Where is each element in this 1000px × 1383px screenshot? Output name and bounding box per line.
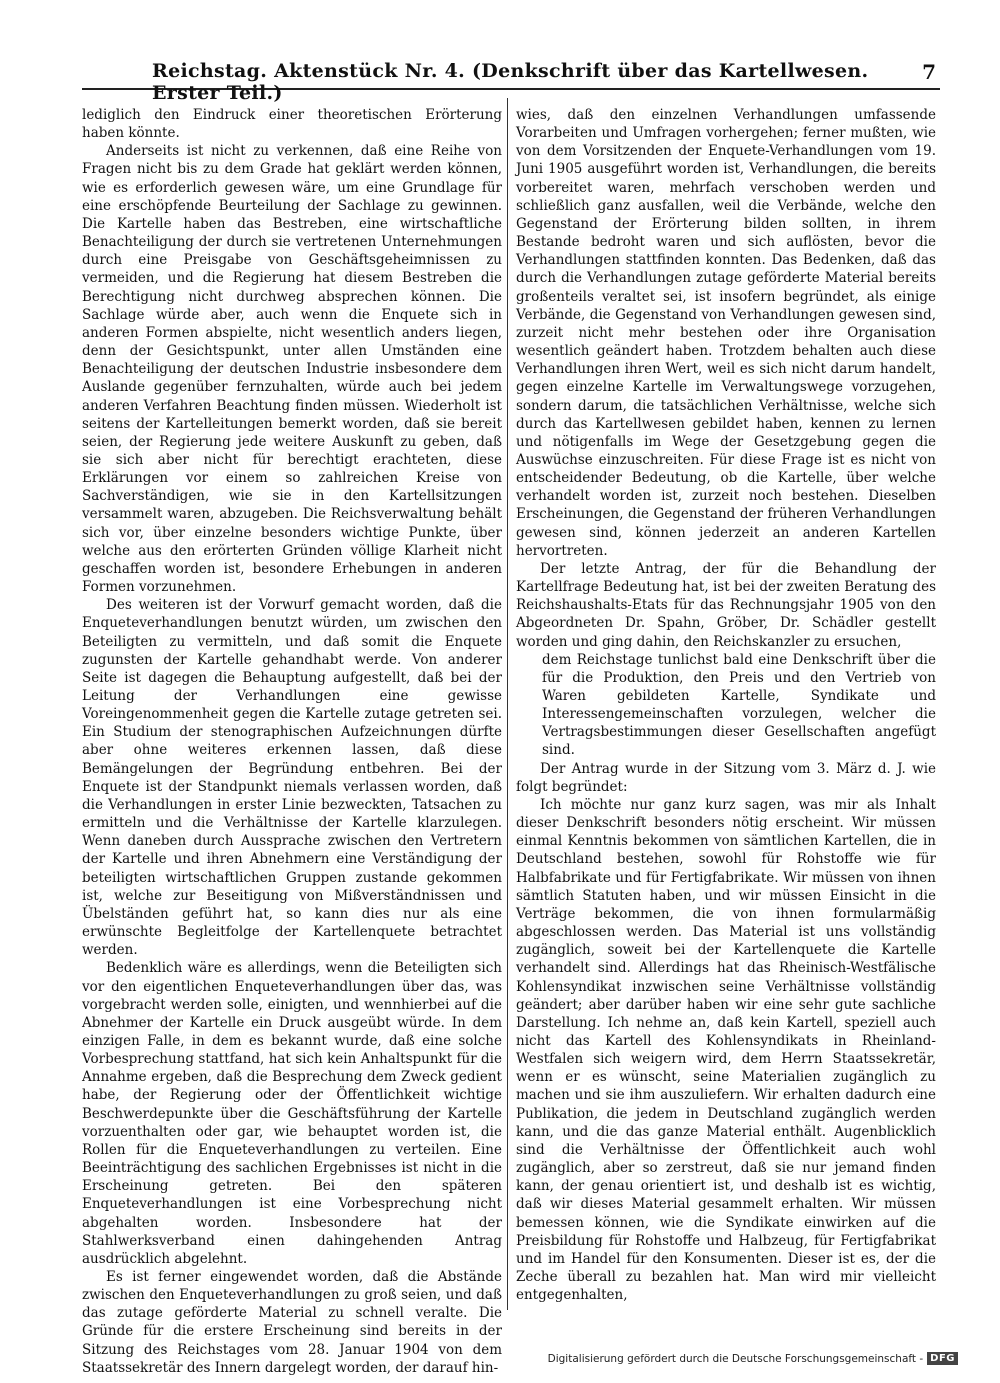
paragraph: lediglich den Eindruck einer theoretischen Erörterung haben könnte. — [82, 107, 502, 142]
dfg-logo: DFG — [927, 1352, 958, 1365]
column-divider — [507, 98, 508, 1310]
footer-text: Digitalisierung gefördert durch die Deutsche Forschungsgemeinschaft - — [547, 1352, 924, 1365]
page-number: 7 — [922, 60, 936, 84]
paragraph: wies, daß den einzelnen Verhandlungen umfassende Vorarbeiten und Umfragen vorhergehen; ferner mußten, wie von dem Vorsitzenden der Enquete-Verhandlungen vom 19. Juni 1905 ausgeführt worden ist, Verhandlungen, die bereits vorbereitet waren, mehrfach verschoben werden und schließlich ganz ausfallen, weil die Verbände, welche den Gegenstand der Erörterung bilden sollten, in ihrem Bestande bedroht waren und sich auflösten, bevor die Verhandlungen stattfinden konnten. Das Bedenken, daß das durch die Verhandlungen zutage geförderte Material bereits großenteils veraltet sei, ist insofern begründet, als einige Verbände, die Gegenstand von Verhandlungen gewesen sind, zurzeit nicht mehr bestehen oder ihre Organisation wesentlich geändert haben. Trotzdem behalten auch diese Verhandlungen ihren Wert, weil es sich nicht darum handelt, gegen einzelne Kartelle im Verwaltungswege vorzugehen, sondern darum, die tatsächlichen Verhältnisse, welche sich durch das Kartellwesen gebildet haben, kennen zu lernen und nötigenfalls im Wege der Gesetzgebung gegen die Auswüchse einzuschreiten. Für diese Frage ist es nicht von entscheidender Bedeutung, ob die Kartelle, über welche verhandelt worden ist, zurzeit noch bestehen. Dieselben Erscheinungen, die Gegenstand der früheren Verhandlungen gewesen sind, können jederzeit an anderen Kartellen hervortreten. — [516, 107, 936, 559]
quoted-motion: dem Reichstage tunlichst bald eine Denkschrift über die für die Produktion, den Preis und den Vertrieb von Waren gebildeten Kartelle, Syndikate und Interessengemeinschaften vorzulegen, welcher die Vertragsbestimmungen dieser Gesellschaften angefügt sind. — [542, 651, 936, 759]
paragraph: Der Antrag wurde in der Sitzung vom 3. März d. J. wie folgt begründet: — [516, 760, 936, 795]
digitization-footer — [548, 1352, 958, 1365]
running-header — [82, 58, 940, 104]
paragraph: Anderseits ist nicht zu verkennen, daß eine Reihe von Fragen nicht bis zu dem Grade hat geklärt werden können, wie es erforderlich gewesen wäre, um eine Grundlage für eine erschöpfende Beurteilung der Sachlage zu gewinnen. Die Kartelle haben das Bestreben, eine wirtschaftliche Benachteiligung der durch sie vertretenen Unternehmungen durch eine Preisgabe von Geschäftsgeheimnissen zu vermeiden, und die Regierung hat diesem Bestreben die Berechtigung nicht durchweg absprechen können. Die Sachlage würde aber, auch wenn die Enquete sich in anderen Formen abspielte, nicht wesentlich anders liegen, denn der Gesichtspunkt, unter allen Umständen eine Benachteiligung der deutschen Industrie insbesondere dem Auslande gegenüber fernzuhalten, würde auch bei jedem anderen Verfahren Beachtung finden müssen. Wiederholt ist seitens der Kartelleitungen bemerkt worden, daß sie bereit seien, der Regierung jede weitere Auskunft zu geben, daß sie sich aber nicht für berechtigt erachteten, diese Erklärungen vor einem so zahlreichen Kreise von Sachverständigen, wie sie in den Kartellsitzungen versammelt waren, abzugeben. Die Reichsverwaltung behält sich vor, über einzelne besonders wichtige Punkte, über welche aus den erörterten Gründen völlige Klarheit nicht geschaffen worden ist, besondere Erhebungen in anderen Formen vorzunehmen. — [82, 143, 502, 596]
right-column — [516, 106, 936, 1304]
left-column — [82, 106, 502, 1377]
paragraph: Es ist ferner eingewendet worden, daß die Abstände zwischen den Enqueteverhandlungen zu groß seien, und daß das zutage geförderte Material zu schnell veralte. Die Gründe für die erstere Erscheinung sind bereits in der Sitzung des Reichstages vom 28. Januar 1904 von dem Staatssekretär des Innern dargelegt worden, der darauf hin- — [82, 1269, 502, 1376]
speech-quote: Ich möchte nur ganz kurz sagen, was mir als Inhalt dieser Denkschrift besonders nötig erscheint. Wir müssen einmal Kenntnis bekommen von sämtlichen Kartellen, die in Deutschland bestehen, sowohl für Rohstoffe wie für Halbfabrikate und für Fertigfabrikate. Wir müssen von ihnen sämtlich Statuten haben, und wir müssen Einsicht in die Verträge bekommen, die von ihnen formularmäßig abgeschlossen werden. Das Material ist uns vollständig zugänglich, soweit bei der Kartellenquete die Kartelle verhandelt sind. Allerdings hat das Rheinisch-Westfälische Kohlensyndikat inzwischen seine Verhältnisse vollständig geändert; aber darüber haben wir eine sehr gute sachliche Darstellung. Ich nehme an, daß kein Kartell, speziell auch nicht das Kartell des Kohlensyndikats in Rheinland-Westfalen sich weigern wird, dem Herrn Staatssekretär, wenn er es wünscht, seine Materialien zugänglich zu machen und sie ihm auszuliefern. Wir erhalten dadurch eine Publikation, die jedem in Deutschland zugänglich werden kann, und die das ganze Material enthält. Augenblicklich sind die Verhältnisse der Öffentlichkeit auch wohl zugänglich, aber so zerstreut, daß sie nur jemand finden kann, der genau orientiert ist, und deshalb ist es wichtig, daß wir dieses Material gesammelt erhalten. Wir müssen bemessen können, wie die Syndikate einwirken auf die Preisbildung für Rohstoffe und Halbzeug, für Fertigfabrikat und im Handel für den Konsumenten. Dieser ist es, der die Zeche überall zu bezahlen hat. Man wird mir vielleicht entgegenhalten, — [516, 796, 936, 1304]
paragraph: Bedenklich wäre es allerdings, wenn die Beteiligten sich vor den eigentlichen Enqueteverhandlungen über das, was vorgebracht werden solle, einigten, und wennhierbei auf die Abnehmer der Kartelle ein Druck ausgeübt würde. In dem einzigen Falle, in dem es bekannt wurde, daß eine solche Vorbesprechung stattfand, hat sich kein Anhaltspunkt für die Annahme ergeben, daß die Besprechung dem Zweck gedient habe, der Regierung oder der Öffentlichkeit wichtige Beschwerdepunkte über die Geschäftsführung der Kartelle vorzuenthalten oder gar, wie behauptet worden ist, die Rollen für die Enqueteverhandlungen zu verteilen. Eine Beeinträchtigung des sachlichen Ergebnisses ist nicht in die Erscheinung getreten. Bei den späteren Enqueteverhandlungen ist eine Vorbesprechung nicht abgehalten worden. Insbesondere hat der Stahlwerksverband einen dahingehenden Antrag ausdrücklich abgelehnt. — [82, 960, 502, 1267]
paragraph: Der letzte Antrag, der für die Behandlung der Kartellfrage Bedeutung hat, ist bei der zweiten Beratung des Reichshaushalts-Etats für das Rechnungsjahr 1905 von den Abgeordneten Dr. Spahn, Gröber, Dr. Schädler gestellt worden und ging dahin, den Reichskanzler zu ersuchen, — [516, 560, 936, 650]
paragraph: Des weiteren ist der Vorwurf gemacht worden, daß die Enqueteverhandlungen benutzt würden, um zwischen den Beteiligten zu vermitteln, und daß somit die Enquete zugunsten der Kartelle gehandhabt werde. Von anderer Seite ist dagegen die Behauptung aufgestellt, daß bei der Leitung der Verhandlungen eine gewisse Voreingenommenheit gegen die Kartelle zutage getreten sei. Ein Studium der stenographischen Aufzeichnungen dürfte aber ohne weiteres erkennen lassen, daß diese Bemängelungen der Begründung entbehren. Bei der Enquete ist der Standpunkt niemals verlassen worden, daß die Verhandlungen in erster Linie bezweckten, Tatsachen zu ermitteln und die Verhältnisse der Kartelle klarzulegen. Wenn daneben durch Aussprache zwischen den Vertretern der Kartelle und ihren Abnehmern eine Verständigung der beteiligten wirtschaftlichen Gruppen zustande gekommen ist, welche zur Beseitigung von Mißverständnissen und Übelständen geführt hat, so kann dies nur als eine erwünschte Begleitfolge der Kartellenquete betrachtet werden. — [82, 597, 502, 959]
header-title: Reichstag. Aktenstück Nr. 4. (Denkschrift über das Kartellwesen. Erster Teil.) — [152, 60, 869, 104]
